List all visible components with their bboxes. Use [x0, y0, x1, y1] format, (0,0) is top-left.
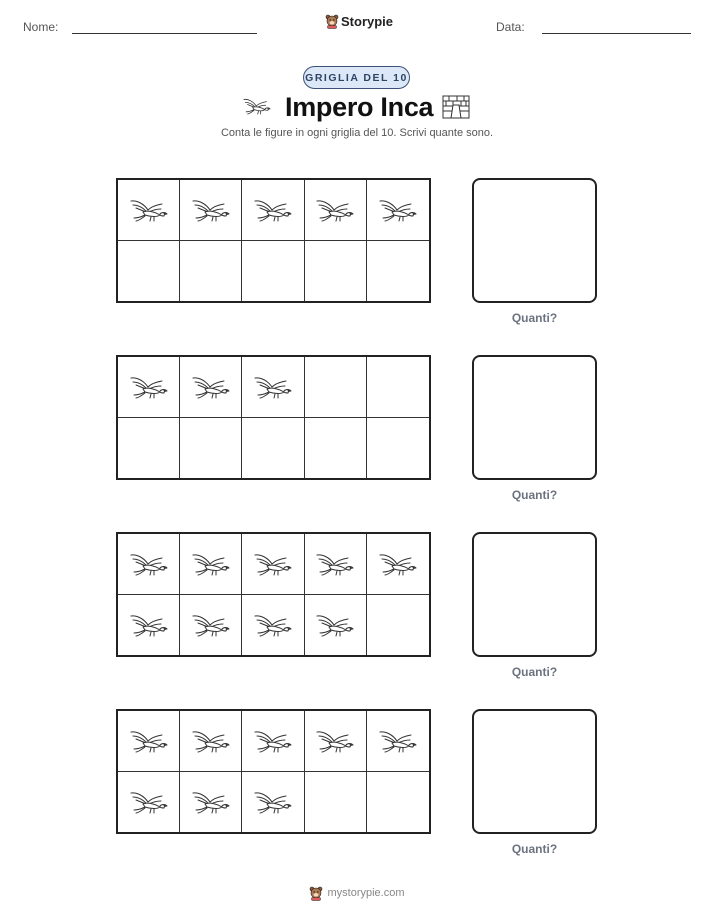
ten-frame-cell — [118, 772, 180, 833]
ten-frame-3 — [116, 532, 431, 657]
condor-icon — [376, 195, 420, 225]
ten-frame-cell — [242, 180, 304, 241]
ten-frame-cell — [242, 418, 304, 479]
ten-frame-cell — [367, 180, 429, 241]
ten-frame-cell — [305, 180, 367, 241]
ten-frame-4 — [116, 709, 431, 834]
instructions: Conta le figure in ogni griglia del 10. Scrivi quante sono. — [220, 127, 494, 139]
name-label: Nome: — [23, 20, 59, 34]
page-title: Impero Inca — [285, 92, 434, 122]
ten-frame-cell — [118, 418, 180, 479]
storypie-bear-icon — [309, 885, 323, 901]
ten-frame-cell — [367, 534, 429, 595]
ten-frame-cell — [305, 595, 367, 656]
name-line — [72, 33, 257, 34]
condor-icon — [127, 195, 171, 225]
ten-frame-cell — [367, 772, 429, 833]
ten-frame-cell — [242, 357, 304, 418]
answer-box-3[interactable] — [472, 532, 597, 657]
condor-icon — [313, 549, 357, 579]
date-line — [542, 33, 691, 34]
ten-frame-cell — [305, 711, 367, 772]
condor-icon — [189, 549, 233, 579]
ten-frame-cell — [242, 534, 304, 595]
answer-box-4[interactable] — [472, 709, 597, 834]
date-label: Data: — [496, 20, 525, 34]
answer-box-2[interactable] — [472, 355, 597, 480]
ten-frame-cell — [180, 711, 242, 772]
ten-frame-cell — [180, 595, 242, 656]
condor-icon — [313, 610, 357, 640]
ten-frame-cell — [305, 534, 367, 595]
ten-frame-cell — [242, 711, 304, 772]
condor-icon — [251, 195, 295, 225]
worksheet-type-badge: GRIGLIA DEL 10 — [303, 66, 410, 89]
ten-frame-cell — [118, 711, 180, 772]
ten-frame-cell — [118, 357, 180, 418]
ten-frame-cell — [367, 357, 429, 418]
ten-frame-2 — [116, 355, 431, 480]
condor-icon — [189, 195, 233, 225]
condor-icon — [189, 787, 233, 817]
ten-frame-cell — [180, 180, 242, 241]
condor-icon — [251, 787, 295, 817]
condor-icon — [251, 549, 295, 579]
condor-icon — [189, 610, 233, 640]
ten-frame-cell — [180, 357, 242, 418]
ten-frame-cell — [180, 772, 242, 833]
ten-frame-cell — [180, 534, 242, 595]
ten-frame-1 — [116, 178, 431, 303]
storypie-bear-icon — [325, 13, 339, 29]
condor-icon — [189, 372, 233, 402]
ten-frame-cell — [118, 534, 180, 595]
logo-text: Storypie — [341, 13, 394, 29]
ten-frame-cell — [305, 241, 367, 302]
ten-frame-cell — [118, 180, 180, 241]
condor-icon — [127, 787, 171, 817]
condor-icon — [127, 726, 171, 756]
ten-frame-cell — [118, 241, 180, 302]
condor-icon — [313, 195, 357, 225]
ten-frame-cell — [242, 595, 304, 656]
ten-frame-cell — [305, 418, 367, 479]
ten-frame-cell — [367, 711, 429, 772]
answer-label-2: Quanti? — [511, 488, 558, 502]
ten-frame-cell — [305, 357, 367, 418]
condor-icon — [251, 610, 295, 640]
ten-frame-cell — [367, 418, 429, 479]
footer-url: mystorypie.com — [327, 887, 405, 899]
condor-icon — [241, 94, 273, 118]
ten-frame-cell — [180, 241, 242, 302]
title-row — [0, 92, 714, 126]
ten-frame-cell — [242, 241, 304, 302]
ten-frame-cell — [242, 772, 304, 833]
condor-icon — [251, 372, 295, 402]
answer-label-3: Quanti? — [511, 665, 558, 679]
condor-icon — [376, 549, 420, 579]
footer — [0, 885, 714, 901]
condor-icon — [189, 726, 233, 756]
condor-icon — [127, 372, 171, 402]
ten-frame-cell — [305, 772, 367, 833]
condor-icon — [251, 726, 295, 756]
ten-frame-cell — [367, 241, 429, 302]
inca-gate-icon — [442, 95, 470, 119]
answer-label-1: Quanti? — [511, 311, 558, 325]
condor-icon — [127, 549, 171, 579]
condor-icon — [127, 610, 171, 640]
ten-frame-cell — [367, 595, 429, 656]
ten-frame-cell — [118, 595, 180, 656]
storypie-logo — [325, 13, 393, 29]
condor-icon — [376, 726, 420, 756]
ten-frame-cell — [180, 418, 242, 479]
answer-box-1[interactable] — [472, 178, 597, 303]
answer-label-4: Quanti? — [511, 842, 558, 856]
condor-icon — [313, 726, 357, 756]
